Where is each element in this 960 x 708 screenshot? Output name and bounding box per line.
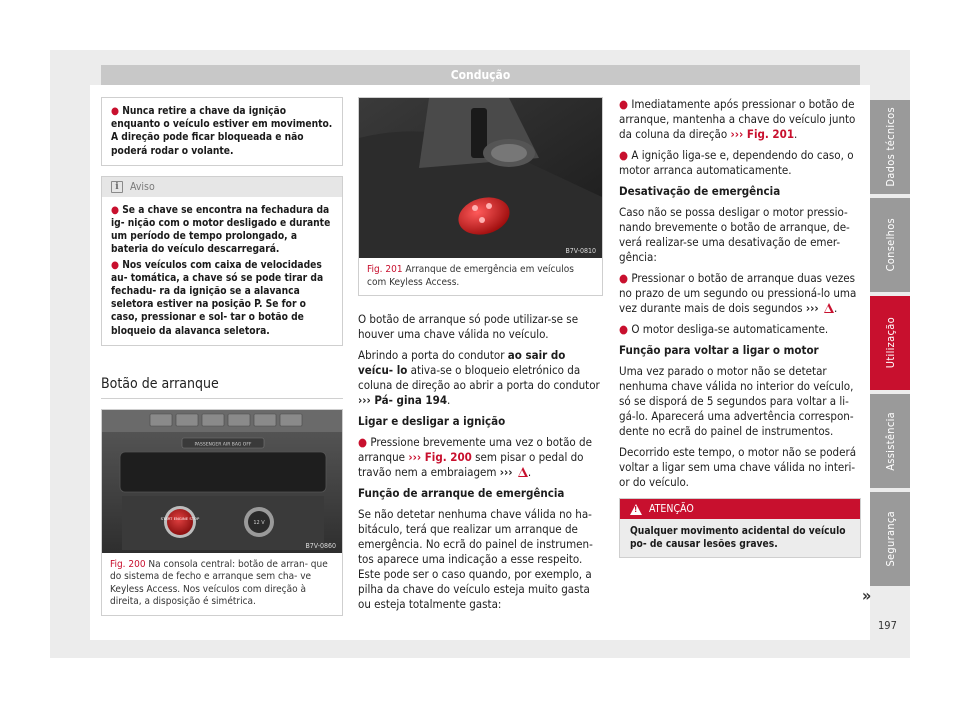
center-console-illustration <box>102 410 342 553</box>
tab-assistencia[interactable] <box>870 394 910 488</box>
column-left <box>101 97 343 616</box>
figure-caption <box>359 258 602 289</box>
aviso-item <box>111 204 333 257</box>
body-text <box>619 97 861 490</box>
tab-conselhos[interactable] <box>870 198 910 292</box>
bullet-icon: ● <box>619 97 629 111</box>
bullet-icon: ● <box>111 204 119 216</box>
subheading: Função de arranque de emergência <box>358 486 565 500</box>
aviso-title: Aviso <box>130 180 155 193</box>
column-right <box>619 97 861 558</box>
subheading: Desativação de emergência <box>619 184 781 198</box>
warning-text: Nunca retire a chave da ignição enquanto o veículo estiver em movimento. A direção pode ficar bloqueada e não poderá rodar o volante. <box>111 106 333 157</box>
warning-triangle-icon <box>824 303 834 313</box>
bullet-icon: ● <box>619 271 629 285</box>
console-image <box>102 410 342 553</box>
figure-caption-text: Arranque de emergência em veículos com Keyless Access. <box>367 264 574 288</box>
figure-code: B7V-0860 <box>305 541 336 550</box>
warning-triangle-icon <box>518 467 528 477</box>
figure-number: Fig. 201 <box>367 264 403 275</box>
figure-number: Fig. 200 <box>110 558 146 570</box>
page-link[interactable]: ››› Pá- gina 194 <box>358 393 448 407</box>
paragraph: Se não detetar nenhuma chave válida no ha- bitáculo, terá que realizar um arranque de emergência. No ecrã do painel de instrumen- tos aparece uma indicação a esse respeito. Este pode ser o caso quando, por exemplo, a pilha da chave do veículo esteja muito gasta ou esteja totalmente gasta: <box>358 507 593 611</box>
body-text <box>358 312 603 612</box>
bullet-icon: ● <box>358 435 368 449</box>
warning-box <box>101 97 343 166</box>
figure-200 <box>101 409 343 616</box>
tab-utilizacao[interactable] <box>870 296 910 390</box>
steering-column-illustration <box>359 98 602 258</box>
info-icon: i <box>111 181 123 193</box>
figure-link[interactable]: ››› Fig. 201 <box>730 127 795 141</box>
bullet-paragraph: ● Pressionar o botão de arranque duas vezes no prazo de um segundo ou pressioná-lo uma vez durante mais de dois segundos ››› . <box>619 271 857 315</box>
figure-code: B7V-0810 <box>565 247 596 255</box>
figure-201 <box>358 97 603 296</box>
bullet-paragraph: ● O motor desliga-se automaticamente. <box>619 322 829 336</box>
paragraph: Decorrido este tempo, o motor não se poderá voltar a ligar sem uma chave válida no interi- or do veículo. <box>619 445 857 489</box>
tab-label: Dados técnicos <box>883 107 897 187</box>
tab-label: Utilização <box>883 317 897 369</box>
airbag-label: PASSENGER AIR BAG OFF <box>194 442 252 448</box>
atencao-text: Qualquer movimento acidental do veículo po- de causar lesões graves. <box>620 519 860 557</box>
aviso-box <box>101 176 343 346</box>
start-button-label: START ENGINE STOP <box>160 515 200 521</box>
bullet-icon: ● <box>619 148 629 162</box>
paragraph: Uma vez parado o motor não se detetar nenhuma chave válida no interior do veículo, só se disporá de 5 segundos para voltar a li- gá-lo. Aparecerá uma advertência correspon- dente no ecrã do painel de instrumentos. <box>619 364 854 438</box>
figure-caption <box>102 553 342 609</box>
atencao-title: ATENÇÃO <box>649 503 694 515</box>
paragraph: Caso não se possa desligar o motor pressio- nando brevemente o botão de arranque, de- verá realizar-se uma desativação de emer- gência: <box>619 205 850 264</box>
subheading: Ligar e desligar a ignição <box>358 414 506 428</box>
steering-column-image <box>359 98 602 258</box>
bullet-icon: ● <box>619 322 629 336</box>
bullet-icon: ● <box>111 259 119 271</box>
atencao-box <box>619 498 861 558</box>
page-header-title: Condução <box>450 68 511 82</box>
section-title: Botão de arranque <box>101 376 343 399</box>
tab-label: Segurança <box>883 511 897 567</box>
figure-link[interactable]: ››› Fig. 200 <box>408 450 472 464</box>
aviso-item <box>111 259 333 338</box>
continue-arrow-icon: » <box>862 586 872 605</box>
page-number: 197 <box>878 619 897 632</box>
atencao-header <box>620 499 860 519</box>
aviso-item-text: Nos veículos com caixa de velocidades au- tomática, a chave só se pode tirar da fechadu- ra da ignição se a alavanca seletora estiver na posição P. Se for o caso, pressionar e sol- tar o botão de bloqueio da alavanca seletora. <box>111 259 324 337</box>
bullet-paragraph: ● Imediatamente após pressionar o botão de arranque, mantenha a chave do veículo junto da coluna da direção ››› Fig. 201. <box>619 97 856 141</box>
column-middle <box>358 97 603 618</box>
tab-dados-tecnicos[interactable] <box>870 100 910 194</box>
aviso-item-text: Se a chave se encontra na fechadura da ig- nição com o motor desligado e durante um período de tempo prolongado, a bateria do veículo descarregará. <box>111 204 331 256</box>
tab-seguranca[interactable] <box>870 492 910 586</box>
warning-icon <box>630 504 642 515</box>
tab-label: Assistência <box>883 411 897 471</box>
bullet-icon: ● <box>111 106 119 117</box>
tab-label: Conselhos <box>883 218 897 272</box>
aviso-body <box>102 197 342 345</box>
paragraph: O botão de arranque só pode utilizar-se se houver uma chave válida no veículo. <box>358 312 579 341</box>
figure-caption-text: Na consola central: botão de arran- que do sistema de fecho e arranque sem cha- ve Keyless Access. Nos veículos com direção à direita, a disposição é simétrica. <box>110 558 328 608</box>
paragraph: Abrindo a porta do condutor ao sair do veícu- lo ativa-se o bloqueio eletrónico da coluna de direção ao abrir a porta do condutor ››› Pá- gina 194. <box>358 348 600 407</box>
bullet-paragraph: ● A ignição liga-se e, dependendo do caso, o motor arranca automaticamente. <box>619 148 854 177</box>
subheading: Função para voltar a ligar o motor <box>619 343 819 357</box>
aviso-header <box>102 177 342 197</box>
socket-label: 12 V <box>253 519 265 526</box>
bullet-paragraph: ● Pressione brevemente uma vez o botão de arranque ››› Fig. 200 sem pisar o pedal do travão nem a embraiagem ››› . <box>358 435 592 479</box>
